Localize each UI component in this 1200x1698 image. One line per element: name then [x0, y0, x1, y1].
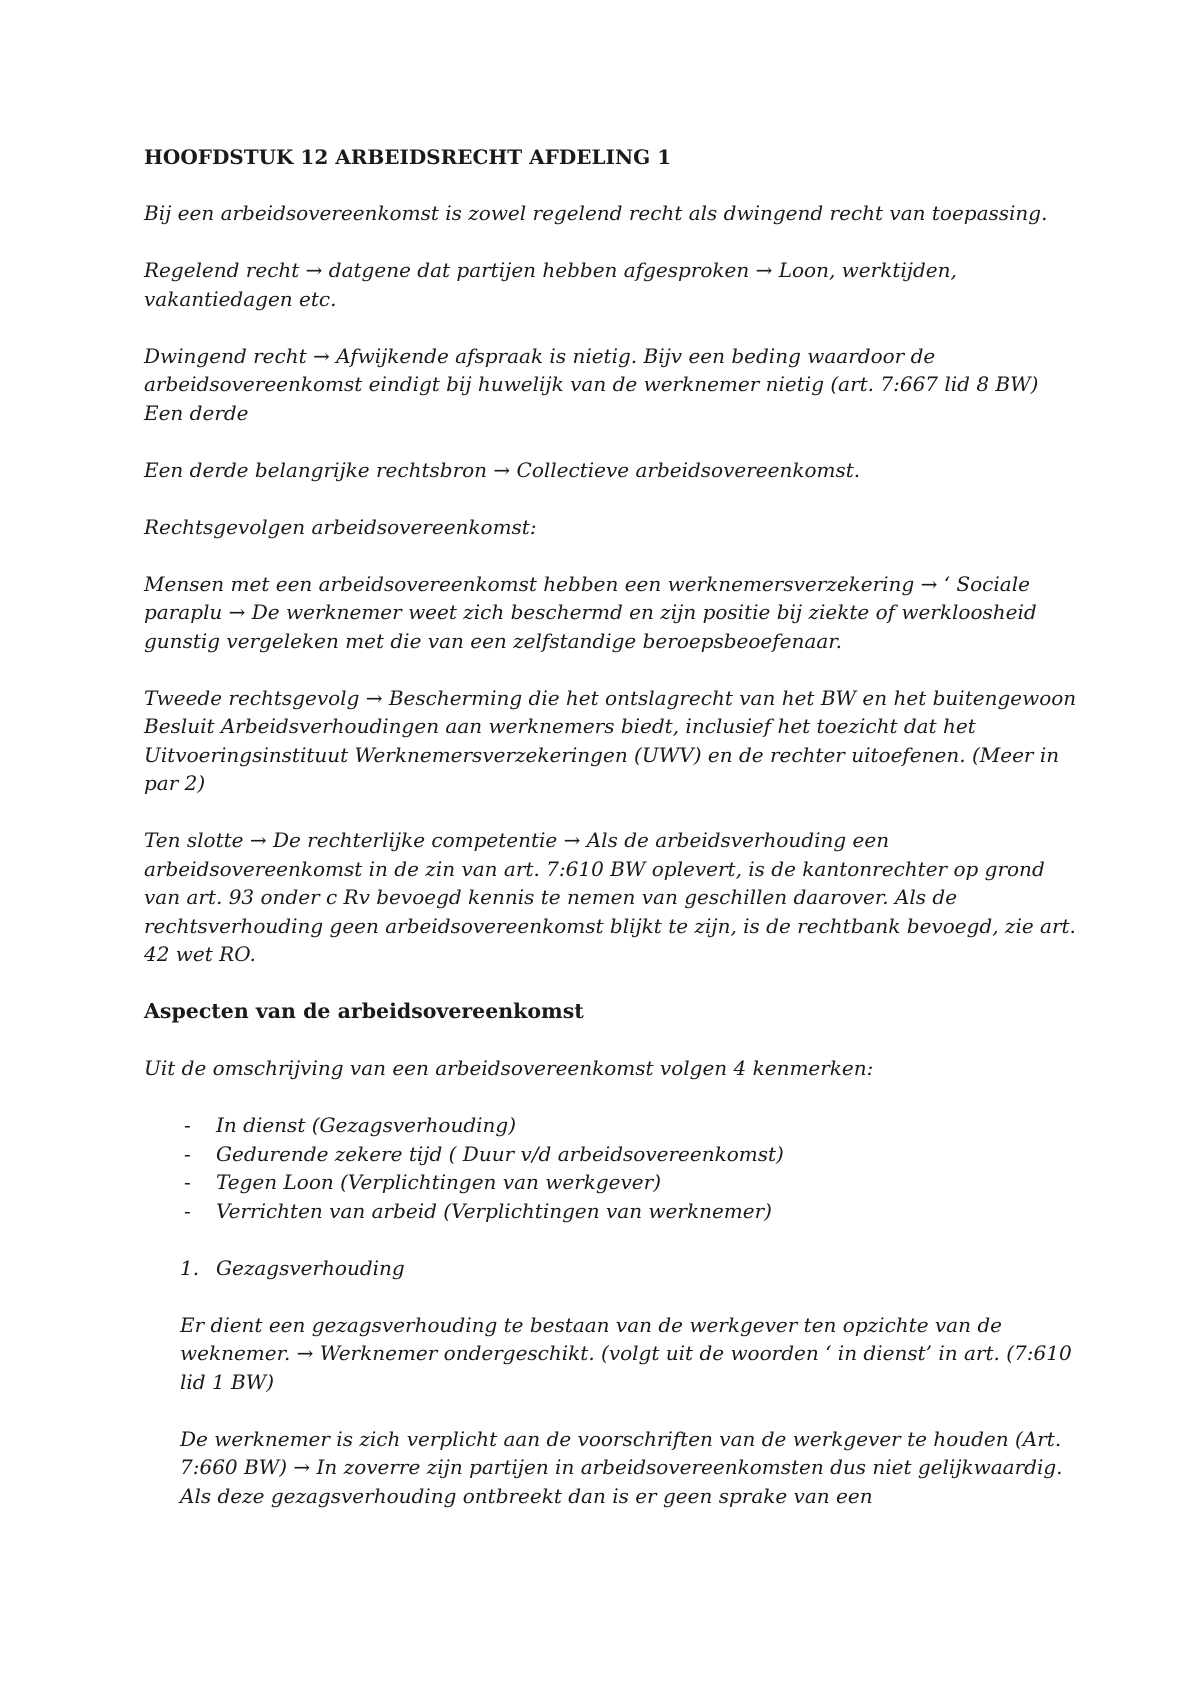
list-item: - Tegen Loon (Verplichtingen van werkgever) — [144, 1168, 1084, 1197]
paragraph-sociale-paraplu: Mensen met een arbeidsovereenkomst hebben een werknemersverzekering → ‘ Sociale paraplu → De werknemer weet zich beschermd en zijn positie bij ziekte of werkloosheid gunstig vergeleken met die van een zelfstandige beroepsbeoefenaar. — [144, 571, 1037, 653]
paragraph-rechtsbron: Een derde belangrijke rechtsbron → Collectieve arbeidsovereenkomst. — [144, 457, 861, 482]
section-heading: Aspecten van de arbeidsovereenkomst — [144, 999, 584, 1023]
paragraph-rechtsgevolgen: Rechtsgevolgen arbeidsovereenkomst: — [144, 514, 537, 539]
paragraph-dwingend-recht: Dwingend recht → Afwijkende afspraak is nietig. Bijv een beding waardoor de arbeidsovereenkomst eindigt bij huwelijk van de werknemer nietig (art. 7:667 lid 8 BW) Een derde — [144, 343, 1039, 425]
list-item: - Verrichten van arbeid (Verplichtingen van werknemer) — [144, 1197, 1084, 1226]
paragraph-intro: Bij een arbeidsovereenkomst is zowel regelend recht als dwingend recht van toepassing. — [144, 201, 1048, 225]
paragraph-gezagsverhouding: Er dient een gezagsverhouding te bestaan van de werkgever ten opzichte van de weknemer. → Werknemer ondergeschikt. (volgt uit de woorden ‘ in dienst’ in art. (7:610 lid 1 BW) — [180, 1312, 1072, 1394]
document-body — [144, 143, 1084, 1539]
document-title: HOOFDSTUK 12 ARBEIDSRECHT AFDELING 1 — [144, 145, 672, 169]
paragraph-ten-slotte: Ten slotte → De rechterlijke competentie → Als de arbeidsverhouding een arbeidsovereenkomst in de zin van art. 7:610 BW oplevert, is de kantonrechter op grond van art. 93 onder c Rv bevoegd kennis te nemen van geschillen daarover. Als de rechtsverhouding geen arbeidsovereenkomst blijkt te zijn, is de rechtbank bevoegd, zie art. 42 wet RO. — [144, 828, 1076, 966]
paragraph-voorschriften: De werknemer is zich verplicht aan de voorschriften van de werkgever te houden (Art. 7:660 BW) → In zoverre zijn partijen in arbeidsovereenkomsten dus niet gelijkwaardig. Als deze gezagsverhouding ontbreekt dan is er geen sprake van een — [180, 1426, 1063, 1508]
numbered-heading-number: 1. — [180, 1255, 200, 1280]
bullet-dash: - — [184, 1198, 191, 1223]
list-item: - Gedurende zekere tijd ( Duur v/d arbeidsovereenkomst) — [144, 1140, 1084, 1169]
section-intro: Uit de omschrijving van een arbeidsovereenkomst volgen 4 kenmerken: — [144, 1056, 874, 1080]
bullet-dash: - — [184, 1141, 191, 1166]
paragraph-regelend-recht: Regelend recht → datgene dat partijen hebben afgesproken → Loon, werktijden, vakantiedagen etc. — [144, 258, 957, 311]
list-item: - In dienst (Gezagsverhouding) — [144, 1111, 1084, 1140]
numbered-heading — [144, 1254, 1084, 1283]
kenmerken-list — [144, 1111, 1084, 1225]
bullet-dash: - — [184, 1113, 191, 1137]
numbered-heading-label: Gezagsverhouding — [216, 1255, 405, 1280]
paragraph-tweede-rechtsgevolg: Tweede rechtsgevolg → Bescherming die het ontslagrecht van het BW en het buitengewoon Besluit Arbeidsverhoudingen aan werknemers biedt, inclusief het toezicht dat het Uitvoeringsinstituut Werknemersverzekeringen (UWV) en de rechter uitoefenen. (Meer in par 2) — [144, 685, 1077, 795]
bullet-dash: - — [184, 1170, 191, 1194]
